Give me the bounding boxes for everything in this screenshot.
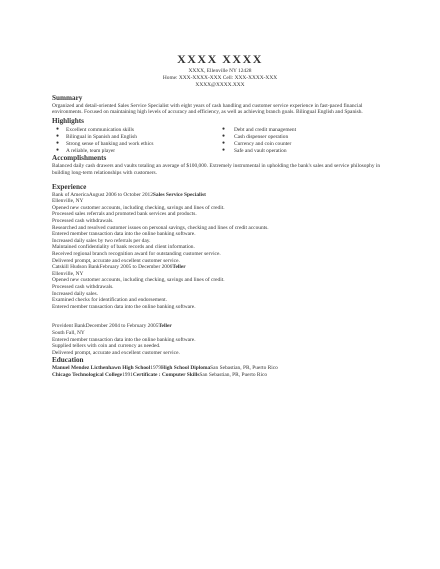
school-name: Manuel Mendez Licthenhawn High School xyxy=(52,365,151,372)
list-item: ● Excellent communication skills xyxy=(56,127,222,134)
school-year: 1979 xyxy=(150,365,162,372)
degree-name: Certificate : Computer Skills xyxy=(132,372,200,379)
job-line xyxy=(52,192,388,199)
spacer xyxy=(52,317,388,324)
job-duty: Opened new customer accounts, including checking, savings and lines of credit. xyxy=(52,204,225,211)
list-item: ● Cash dispenser operation xyxy=(222,134,388,141)
job-duty: Entered member transaction data into the online banking software. xyxy=(52,303,196,310)
job-duty: Researched and resolved customer issues on personal savings, checking and lines of credit accounts. xyxy=(52,224,269,231)
list-item: ● Bilingual in Spanish and English xyxy=(56,134,222,141)
job-line xyxy=(52,323,388,330)
job-location: South Fall, NY xyxy=(52,330,85,337)
education-entry xyxy=(52,372,388,379)
job-duty: Increased daily sales. xyxy=(52,290,98,297)
job-duty: Received regional branch recognition award for outstanding customer service. xyxy=(52,250,221,257)
summary-heading: Summary xyxy=(52,93,83,102)
phone-line: Home: XXX-XXXX-XXX Cell: XXX-XXXX-XXX xyxy=(162,75,278,82)
accomplishments-heading: Accomplishments xyxy=(52,154,107,163)
job-title: Sales Service Specialist xyxy=(152,191,206,198)
list-item: ● Currency and coin counter xyxy=(222,141,388,148)
email-line: XXXX@XXXX.XXX xyxy=(195,82,245,89)
highlights-columns xyxy=(56,127,388,155)
job-location: Ellenville, NY xyxy=(52,270,84,277)
job-duty: Supplied tellers with coin and currency as needed. xyxy=(52,343,161,350)
job-employer-dates: Catskill Hudson BankFebruary 2005 to December 2006 xyxy=(52,264,173,271)
job-duty: Increased daily sales by two referrals per day. xyxy=(52,237,151,244)
highlights-heading: Highlights xyxy=(52,116,84,125)
job-duty: Delivered prompt, accurate and excellent customer service. xyxy=(52,257,180,264)
education-heading: Education xyxy=(52,356,84,365)
job-employer-dates: Bank of AmericaAugust 2006 to October 2012 xyxy=(52,191,153,198)
spacer xyxy=(52,310,388,317)
highlights-left-list xyxy=(56,127,222,155)
job-entry xyxy=(52,264,388,310)
experience-heading: Experience xyxy=(52,182,87,191)
resume-header xyxy=(52,52,388,90)
list-item: ● Debt and credit management xyxy=(222,127,388,134)
school-place: San Sebastian, PR, Puerto Rico xyxy=(199,372,268,379)
job-title: Teller xyxy=(172,264,186,271)
job-duty: Entered member transaction data into the online banking software. xyxy=(52,336,196,343)
address-line: XXXX, Ellenville NY 12428 xyxy=(188,68,252,74)
education-entry xyxy=(52,365,388,372)
job-employer-dates: Provident BankDecember 2004 to February 2005 xyxy=(52,323,159,330)
list-item: ● Strong sense of banking and work ethics xyxy=(56,141,222,148)
candidate-name: XXXX XXXX xyxy=(177,52,263,66)
school-place: San Sebastian, PR, Puerto Rico xyxy=(210,365,278,372)
degree-name: High School Diploma xyxy=(161,365,211,372)
highlights-right-list xyxy=(222,127,388,155)
job-duty: Delivered prompt, accurate and excellent customer service. xyxy=(52,349,180,356)
job-duty: Processed cash withdrawals. xyxy=(52,283,114,290)
list-item: ● Safe and vault operation xyxy=(222,148,388,155)
job-title: Teller xyxy=(158,323,172,330)
job-location: Ellenville, NY xyxy=(52,198,84,205)
job-duty: Processed cash withdrawals. xyxy=(52,217,114,224)
list-item: ● A reliable, team player xyxy=(56,148,222,155)
job-entry xyxy=(52,192,388,265)
school-name: Chicago Technological College xyxy=(52,372,123,379)
job-duty: Maintained confidentiality of bank records and client information. xyxy=(52,244,195,251)
job-line xyxy=(52,264,388,271)
job-entry xyxy=(52,323,388,356)
job-duty: Opened new customer accounts, including checking, savings and lines of credit. xyxy=(52,277,225,284)
school-year: 1991 xyxy=(122,372,133,379)
job-duty: Entered member transaction data into the online banking software. xyxy=(52,231,196,238)
job-duty: Examined checks for identification and endorsement. xyxy=(52,297,167,304)
accomplishments-text: Balanced daily cash drawers and vaults totaling an average of $100,000. Extremely instrumental in upholding the bank's sales and service philosophy in building long-term relationships with customers. xyxy=(52,163,381,177)
job-duty: Processed sales referrals and promoted bank services and products. xyxy=(52,211,197,218)
summary-text: Organized and detail-oriented Sales Service Specialist with eight years of cash handling and customer service experience in fast-paced financial environments. Focused on maintaining high levels of accuracy and efficiency, as well as achieving branch goals. Bilingual English and Spanish. xyxy=(52,102,363,116)
